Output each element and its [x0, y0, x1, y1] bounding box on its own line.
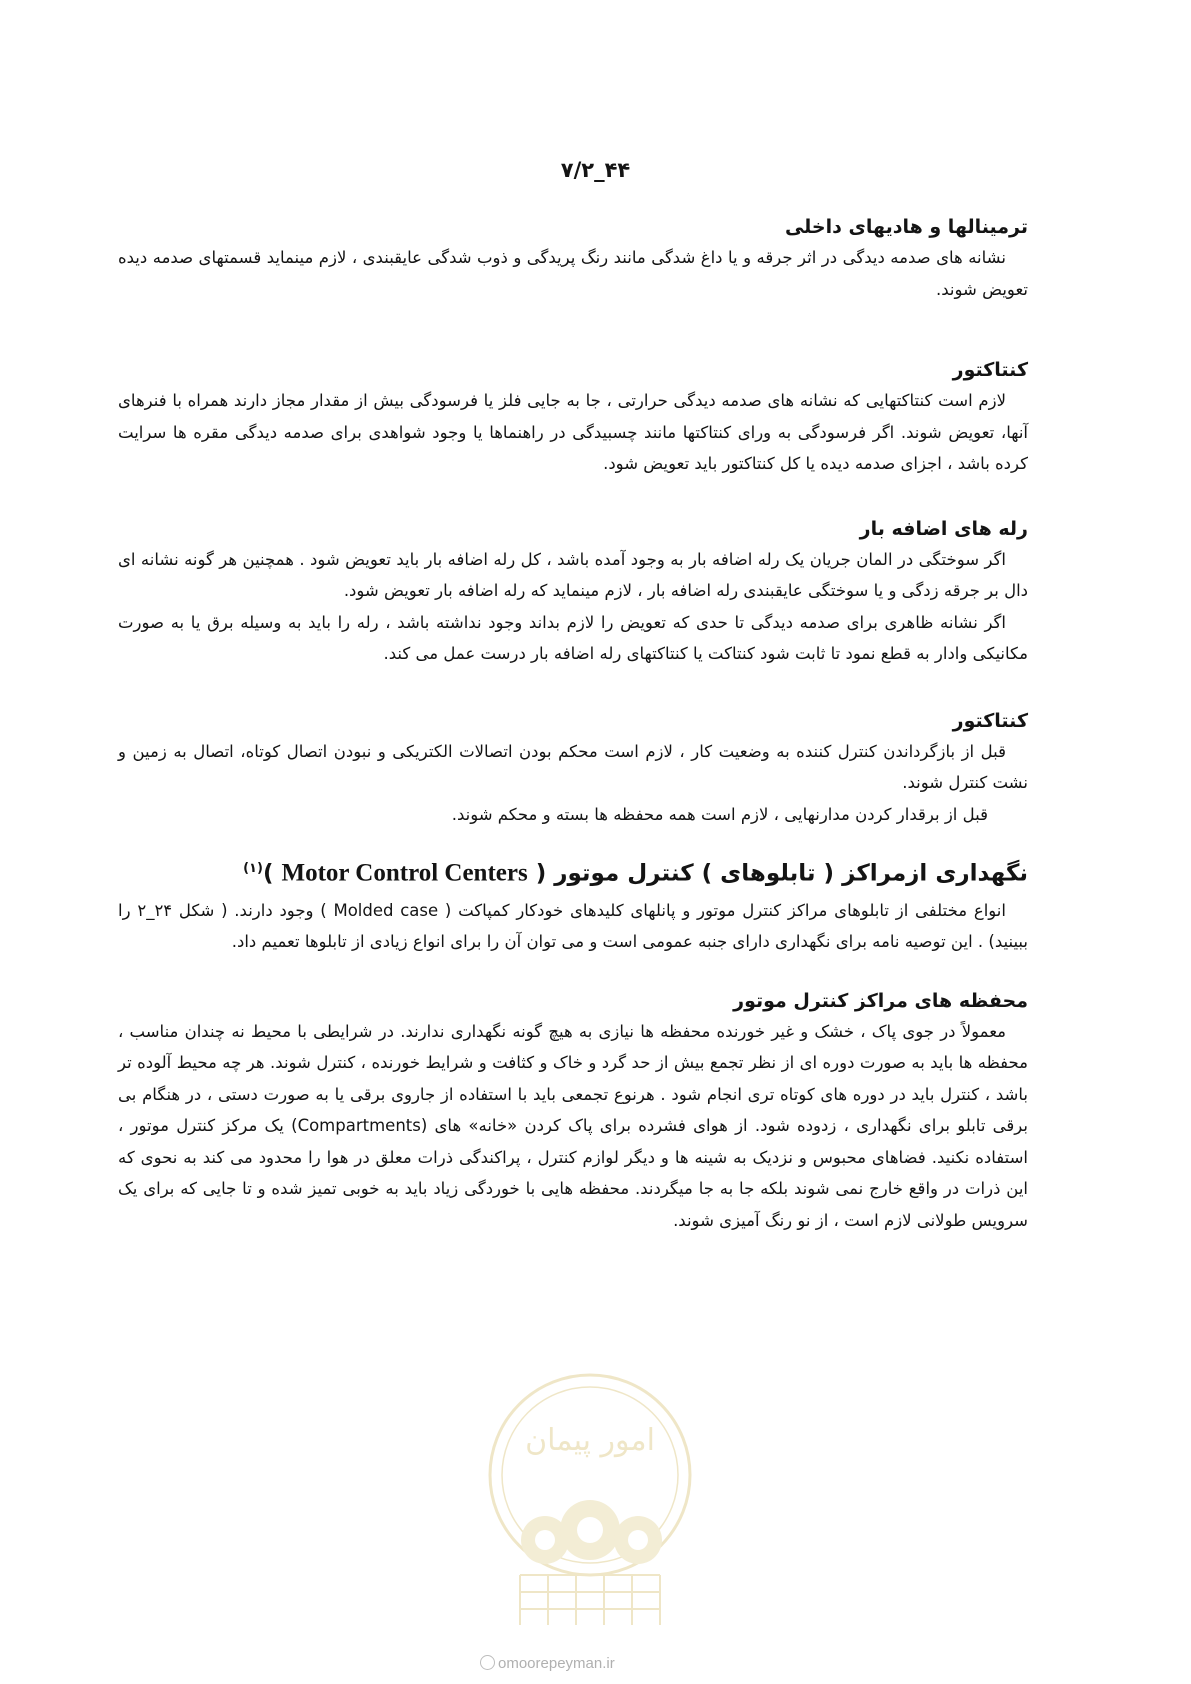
section-paragraph: قبل از بازگرداندن کنترل کننده به وضعیت کار ، لازم است محکم بودن اتصالات الکتریکی و نبودن اتصال کوتاه، اتصال به زمین و نشت کنترل شوند. [118, 741, 1028, 792]
watermark-logo [460, 1360, 720, 1650]
major-title-en: Motor Control Centers [281, 859, 528, 887]
footnote-marker: (۱) [243, 861, 263, 876]
major-title-fa: نگهداری ازمراکز ( تابلوهای ) کنترل موتور ( [535, 860, 1028, 887]
section-paragraph: قبل از برقدار کردن مدارنهایی ، لازم است همه محفظه ها بسته و محکم شوند. [451, 804, 988, 824]
watermark-url-text: omoorepeyman.ir [498, 1655, 615, 1672]
section-overload-relays [118, 514, 1028, 670]
section-paragraph: انواع مختلفی از تابلوهای مراکز کنترل موتور و پانلهای کلیدهای خودکار کمپاکت ( Molded case ) وجود دارند. ( شکل ۲۴_۲ را ببینید) . این توصیه نامه برای نگهداری دارای جنبه عمومی است و می توان آن را برای انواع زیادی از تابلوها تعمیم داد. [118, 900, 1028, 952]
section-mcc-maintenance [118, 850, 1028, 958]
page-number: ۷/۲_۴۴ [560, 158, 631, 182]
section-heading: ترمینالها و هادیهای داخلی [784, 216, 1028, 238]
section-terminals [118, 212, 1028, 305]
section-paragraph: لازم است کنتاکتهایی که نشانه های صدمه دیدگی حرارتی ، جا به جایی فلز یا فرسودگی بیش از مقدار مجاز دارند همراه با فنرهای آنها، تعویض شوند. اگر فرسودگی به ورای کنتاکتها مانند چسبیدگی در راهنماها یا وجود شواهدی برای صدمه دیدگی مقره ها سرایت کرده باشد ، اجزای صدمه دیده یا کل کنتاکتور باید تعویض شود. [118, 391, 1028, 473]
watermark-url [480, 1655, 615, 1672]
section-mcc-enclosures [118, 986, 1028, 1237]
major-title-tail: ) [262, 860, 274, 887]
globe-icon [480, 1655, 495, 1670]
section-paragraph: اگر سوختگی در المان جریان یک رله اضافه بار به وجود آمده باشد ، کل رله اضافه بار باید تعویض شود . همچنین هر گونه نشانه ای دال بر جرقه زدگی و یا سوختگی عایقبندی رله اضافه بار ، لازم مینماید که رله اضافه بار تعویض شود. [118, 549, 1028, 600]
section-heading: رله های اضافه بار [859, 517, 1028, 540]
section-heading: کنتاکتور [952, 359, 1028, 381]
section-heading: کنتاکتور [952, 709, 1028, 732]
watermark-logo-text: امور پیمان [525, 1423, 655, 1458]
section-heading: محفظه های مراکز کنترل موتور [733, 989, 1028, 1012]
section-paragraph: معمولاً در جوی پاک ، خشک و غیر خورنده محفظه ها نیازی به هیچ گونه نگهداری ندارند. در شرایطی با محیط نه چندان مناسب ، محفظه ها باید به صورت دوره ای از نظر تجمع بیش از حد گرد و خاک و کثافت و شرایط خورنده ، کنترل شوند. هر چه محیط آلوده تر باشد ، کنترل باید در دوره های کوتاه تری انجام شود . هرنوع تجمعی باید با استفاده از جاروی برقی یا به صورت دستی ، در هنگام بی برقی تابلو برای نگهداری ، زدوده شود. از هوای فشرده برای پاک کردن «خانه» های (Compartments) یک مرکز کنترل موتور ، استفاده نکنید. فضاهای محبوس و نزدیک به شینه ها و دیگر لوازم کنترل ، پراکندگی ذرات معلق در هوا را محدود می کند به نحوی که این ذرات در واقع خارج نمی شوند بلکه جا به جا میگردند. محفظه هایی با خوردگی زیاد باید به خوبی تمیز شده و تا جایی که برای یک سرویس طولانی لازم است ، از نو رنگ آمیزی شوند. [118, 1021, 1028, 1230]
section-contactor-2 [118, 706, 1028, 831]
major-title [118, 850, 1028, 893]
document-body [118, 212, 1028, 1236]
section-contactor [118, 355, 1028, 480]
section-paragraph: نشانه های صدمه دیدگی در اثر جرقه و یا داغ شدگی مانند رنگ پریدگی و ذوب شدگی عایقبندی ، لازم مینماید قسمتهای صدمه دیده تعویض شوند. [118, 248, 1028, 299]
section-paragraph: اگر نشانه ظاهری برای صدمه دیدگی تا حدی که تعویض را لازم بداند وجود نداشته باشد ، رله را باید به وسیله برق یا به صورت مکانیکی وادار به قطع نمود تا ثابت شود کنتاکت یا کنتاکتهای رله اضافه بار درست عمل می کند. [118, 612, 1028, 663]
